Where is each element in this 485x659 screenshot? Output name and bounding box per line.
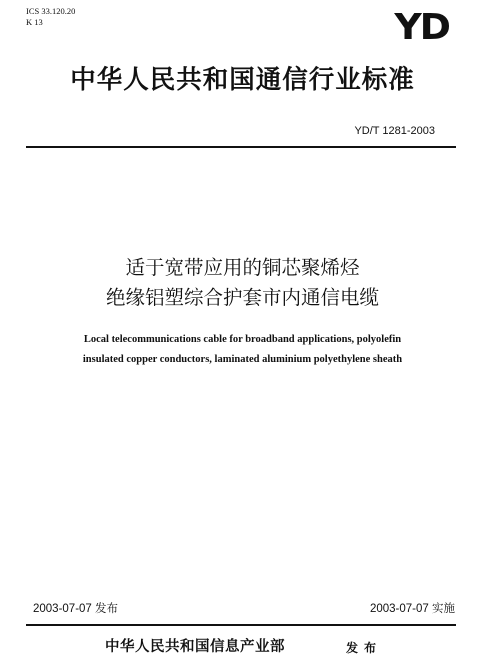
bottom-divider bbox=[26, 624, 456, 626]
classification-codes bbox=[26, 6, 75, 28]
document-title-en-line2: insulated copper conductors, laminated aluminium polyethylene sheath bbox=[82, 354, 403, 365]
document-title-cn-line1: 适于宽带应用的铜芯聚烯烃 bbox=[125, 256, 360, 279]
class-code: K 13 bbox=[26, 17, 43, 27]
top-divider bbox=[26, 146, 456, 148]
yd-logo: YD bbox=[394, 7, 449, 48]
document-title-cn-line2: 绝缘铝塑综合护套市内通信电缆 bbox=[105, 286, 379, 309]
document-title-en-line1: Local telecommunications cable for broadband applications, polyolefin bbox=[83, 334, 402, 345]
organization-title: 中华人民共和国通信行业标准 bbox=[70, 65, 415, 95]
implement-date: 2003-07-07 实施 bbox=[369, 603, 455, 615]
issuing-authority: 中华人民共和国信息产业部 bbox=[105, 639, 285, 655]
standard-number: YD/T 1281-2003 bbox=[354, 125, 435, 137]
ics-code: ICS 33.120.20 bbox=[26, 6, 76, 16]
issue-label: 发布 bbox=[346, 641, 383, 655]
publish-date: 2003-07-07 发布 bbox=[33, 603, 119, 615]
